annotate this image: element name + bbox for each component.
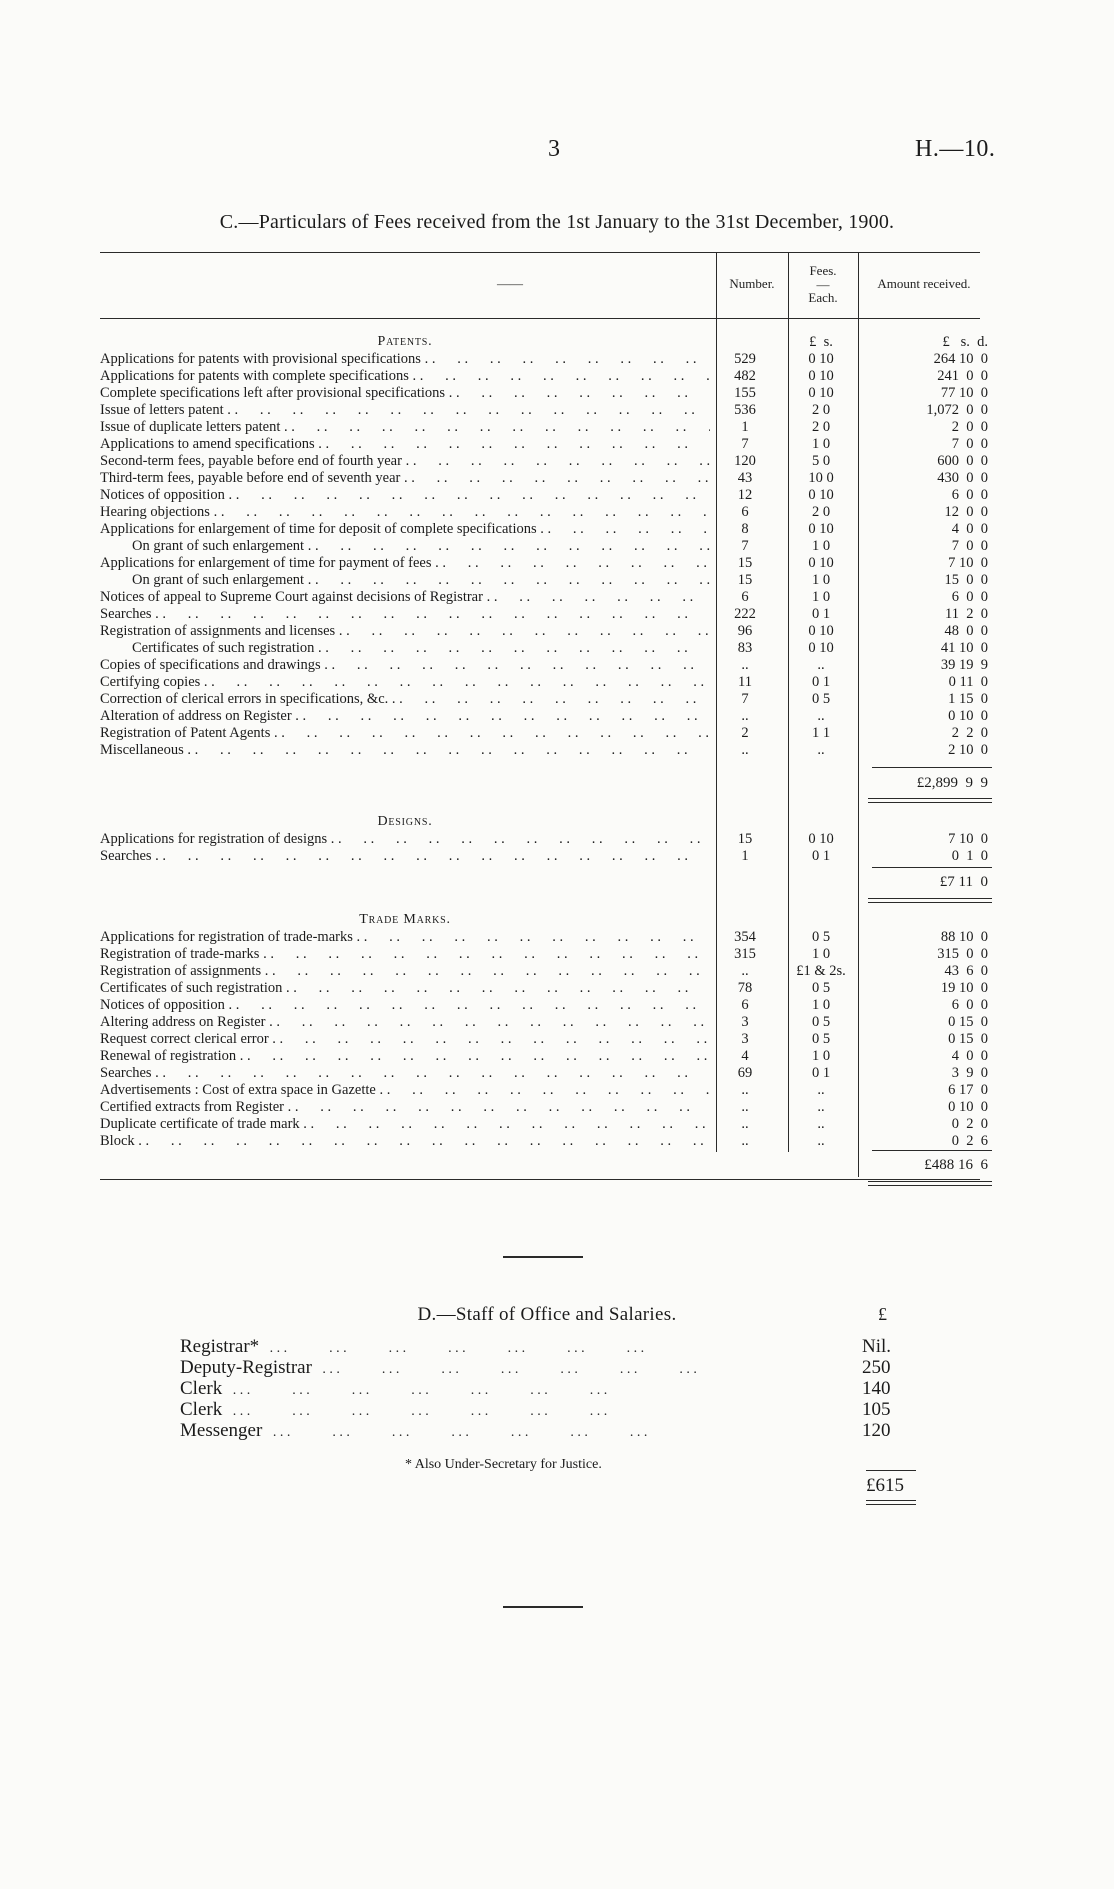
row-description: Certificates of such registration . . <box>100 980 710 997</box>
row-description: Correction of clerical errors in specifications, &c. . . <box>100 691 710 708</box>
row-description: Hearing objections . . <box>100 504 710 521</box>
patents-total-double-rule <box>868 798 992 803</box>
table-row <box>100 742 988 759</box>
column-header-each: Each. <box>808 290 838 305</box>
designs-total-double-rule <box>868 898 992 903</box>
page-number: 3 <box>548 136 560 162</box>
row-description: Notices of appeal to Supreme Court against decisions of Registrar . . <box>100 589 710 606</box>
patents-total: £2,899 9 9 <box>916 775 988 791</box>
staff-role: Deputy-Registrar . . . <box>180 1357 880 1380</box>
staff-salary: 105 <box>862 1399 922 1420</box>
row-number: 8 <box>741 521 749 537</box>
row-number: .. <box>741 708 749 724</box>
row-amount: 1,072 0 0 <box>926 402 988 418</box>
patents-sum-rule <box>872 767 992 768</box>
row-amount: 0 2 0 <box>951 1116 988 1132</box>
row-fee-each: 0 5 <box>811 691 831 707</box>
row-fee-each: .. <box>817 1099 825 1115</box>
staff-salary: 250 <box>862 1357 922 1378</box>
trade-marks-total: £488 16 6 <box>924 1157 988 1173</box>
row-fee-each: 0 10 <box>808 623 834 639</box>
table-row <box>100 691 988 708</box>
row-amount: 2 10 0 <box>948 742 988 758</box>
table-row <box>100 1133 988 1150</box>
row-description: Applications for registration of trade-marks . . <box>100 929 710 946</box>
row-number: 120 <box>734 453 756 469</box>
row-description: Notices of opposition . . <box>100 997 710 1014</box>
fee-units: £ s. <box>809 334 833 350</box>
row-fee-each: .. <box>817 1116 825 1132</box>
row-number: 78 <box>737 980 753 996</box>
table-row <box>100 980 988 997</box>
staff-row <box>180 1420 920 1441</box>
table-row <box>100 453 988 470</box>
row-number: 96 <box>737 623 753 639</box>
table-row <box>100 708 988 725</box>
row-fee-each: 0 10 <box>808 487 834 503</box>
row-amount: 39 19 9 <box>940 657 988 673</box>
row-number: .. <box>741 963 749 979</box>
table-row <box>100 368 988 385</box>
table-row <box>100 470 988 487</box>
staff-title-text: D.—Staff of Office and Salaries. <box>417 1304 677 1325</box>
row-description: Registration of Patent Agents . . <box>100 725 710 742</box>
staff-role: Messenger . . . <box>180 1420 880 1443</box>
table-row <box>100 589 988 606</box>
row-amount: 7 10 0 <box>948 831 988 847</box>
row-amount: 0 10 0 <box>948 1099 988 1115</box>
row-amount: 2 2 0 <box>951 725 988 741</box>
row-number: .. <box>741 1082 749 1098</box>
row-fee-each: 0 5 <box>811 1014 831 1030</box>
table-row <box>100 1031 988 1048</box>
row-fee-each: 1 0 <box>811 997 831 1013</box>
row-fee-each: .. <box>817 657 825 673</box>
row-fee-each: 1 0 <box>811 572 831 588</box>
row-fee-each: 0 1 <box>811 1065 831 1081</box>
staff-row <box>180 1336 920 1357</box>
row-number: 315 <box>734 946 756 962</box>
row-amount: 0 15 0 <box>948 1014 988 1030</box>
row-fee-each: 1 0 <box>811 589 831 605</box>
row-number: 7 <box>741 538 749 554</box>
row-number: 7 <box>741 436 749 452</box>
document-reference: H.—10. <box>915 136 996 162</box>
row-description: Applications for enlargement of time for payment of fees . . <box>100 555 710 572</box>
row-fee-each: 0 5 <box>811 929 831 945</box>
row-fee-each: 0 10 <box>808 640 834 656</box>
row-number: 7 <box>741 691 749 707</box>
row-description: On grant of such enlargement . . <box>132 538 710 555</box>
row-number: 536 <box>734 402 756 418</box>
row-number: .. <box>741 1099 749 1115</box>
staff-row <box>180 1357 920 1378</box>
table-row <box>100 1082 988 1099</box>
table-row <box>100 487 988 504</box>
row-fee-each: .. <box>817 1082 825 1098</box>
table-row <box>100 623 988 640</box>
table-row <box>100 1048 988 1065</box>
staff-title <box>0 1304 1114 1326</box>
table-row <box>100 831 988 848</box>
row-number: 15 <box>737 555 753 571</box>
table-bottom-rule <box>100 1179 980 1180</box>
row-description: Request correct clerical error . . <box>100 1031 710 1048</box>
table-row <box>100 929 988 946</box>
salary-unit: £ <box>878 1304 887 1324</box>
row-fee-each: .. <box>817 1133 825 1149</box>
row-fee-each: 0 10 <box>808 555 834 571</box>
staff-row <box>180 1378 920 1399</box>
row-description: Block . . <box>100 1133 710 1150</box>
row-description: Certified extracts from Register . . <box>100 1099 710 1116</box>
table-row <box>100 674 988 691</box>
row-amount: 48 0 0 <box>944 623 988 639</box>
section-heading-patents: Patents. <box>377 334 433 349</box>
table-row <box>100 606 988 623</box>
column-header-amount: Amount received. <box>877 276 971 291</box>
row-number: 43 <box>737 470 753 486</box>
table-row <box>100 436 988 453</box>
row-fee-each: 2 0 <box>811 402 831 418</box>
table-row <box>100 351 988 368</box>
staff-role: Clerk . . . <box>180 1399 880 1422</box>
row-description: Duplicate certificate of trade mark . . <box>100 1116 710 1133</box>
row-amount: 0 1 0 <box>951 848 988 864</box>
row-amount: 41 10 0 <box>940 640 988 656</box>
row-amount: 7 0 0 <box>951 538 988 554</box>
row-amount: 315 0 0 <box>937 946 988 962</box>
row-amount: 264 10 0 <box>933 351 988 367</box>
row-number: 2 <box>741 725 749 741</box>
row-description: Altering address on Register . . <box>100 1014 710 1031</box>
amount-units: £ s. d. <box>942 334 988 350</box>
column-header-fees-dash: — <box>816 277 830 292</box>
row-fee-each: 0 10 <box>808 521 834 537</box>
row-number: 4 <box>741 1048 749 1064</box>
designs-sum-rule <box>872 867 992 868</box>
row-fee-each: 10 0 <box>808 470 834 486</box>
row-fee-each: 0 5 <box>811 1031 831 1047</box>
row-number: .. <box>741 657 749 673</box>
row-amount: 7 0 0 <box>951 436 988 452</box>
row-fee-each: 2 0 <box>811 504 831 520</box>
staff-sum-rule <box>866 1470 916 1471</box>
trade-marks-total-double-rule <box>868 1181 992 1186</box>
row-description: Applications to amend specifications . . <box>100 436 710 453</box>
row-number: 354 <box>734 929 756 945</box>
staff-salary: 120 <box>862 1420 922 1441</box>
closing-separator <box>503 1606 583 1608</box>
table-row <box>100 848 988 865</box>
row-number: 6 <box>741 504 749 520</box>
row-fee-each: 1 0 <box>811 1048 831 1064</box>
table-top-rule <box>100 252 980 253</box>
row-fee-each: £1 & 2s. <box>796 963 846 979</box>
row-description: Searches . . <box>100 1065 710 1082</box>
row-number: 15 <box>737 831 753 847</box>
table-row <box>100 504 988 521</box>
row-description: Miscellaneous . . <box>100 742 710 759</box>
row-number: 6 <box>741 589 749 605</box>
row-amount: 12 0 0 <box>944 504 988 520</box>
table-header-rule <box>100 318 980 319</box>
row-description: Copies of specifications and drawings . . <box>100 657 710 674</box>
row-description: Complete specifications left after provisional specifications . . <box>100 385 710 402</box>
table-row <box>100 963 988 980</box>
table-row <box>100 1065 988 1082</box>
row-number: .. <box>741 742 749 758</box>
row-amount: 4 0 0 <box>951 1048 988 1064</box>
table-row <box>100 538 988 555</box>
row-description: Registration of assignments . . <box>100 963 710 980</box>
row-number: 15 <box>737 572 753 588</box>
row-description: Applications for patents with provisional specifications . . <box>100 351 710 368</box>
row-fee-each: 1 0 <box>811 538 831 554</box>
row-amount: 77 10 0 <box>940 385 988 401</box>
row-description: On grant of such enlargement . . <box>132 572 710 589</box>
table-row <box>100 572 988 589</box>
row-number: .. <box>741 1133 749 1149</box>
column-header-description: —— <box>497 276 523 291</box>
table-row <box>100 419 988 436</box>
row-fee-each: 0 10 <box>808 351 834 367</box>
row-amount: 430 0 0 <box>937 470 988 486</box>
row-number: 222 <box>734 606 756 622</box>
row-fee-each: 0 1 <box>811 606 831 622</box>
row-number: 3 <box>741 1031 749 1047</box>
section-heading-designs: Designs. <box>377 814 433 829</box>
table-row <box>100 385 988 402</box>
row-description: Advertisements : Cost of extra space in Gazette . . <box>100 1082 710 1099</box>
row-amount: 1 15 0 <box>948 691 988 707</box>
row-description: Certifying copies . . <box>100 674 710 691</box>
row-amount: 6 17 0 <box>948 1082 988 1098</box>
row-amount: 3 9 0 <box>951 1065 988 1081</box>
column-header-number: Number. <box>729 276 775 291</box>
row-fee-each: .. <box>817 708 825 724</box>
row-amount: 6 0 0 <box>951 997 988 1013</box>
row-amount: 15 0 0 <box>944 572 988 588</box>
row-number: 83 <box>737 640 753 656</box>
row-description: Applications for enlargement of time for deposit of complete specifications . . <box>100 521 710 538</box>
table-row <box>100 725 988 742</box>
staff-total: £615 <box>866 1475 904 1496</box>
row-number: 6 <box>741 997 749 1013</box>
staff-row <box>180 1399 920 1420</box>
row-description: Notices of opposition . . <box>100 487 710 504</box>
row-fee-each: 1 1 <box>811 725 831 741</box>
table-row <box>100 640 988 657</box>
row-description: Alteration of address on Register . . <box>100 708 710 725</box>
table-row <box>100 555 988 572</box>
section-heading-trade-marks: Trade Marks. <box>359 912 451 927</box>
staff-footnote: * Also Under-Secretary for Justice. <box>405 1457 602 1472</box>
row-fee-each: 1 0 <box>811 946 831 962</box>
row-fee-each: 2 0 <box>811 419 831 435</box>
table-row <box>100 1116 988 1133</box>
table-row <box>100 402 988 419</box>
table-row <box>100 521 988 538</box>
row-amount: 7 10 0 <box>948 555 988 571</box>
staff-total-double-rule <box>866 1500 916 1505</box>
row-fee-each: 5 0 <box>811 453 831 469</box>
row-number: 3 <box>741 1014 749 1030</box>
row-fee-each: 0 10 <box>808 368 834 384</box>
row-amount: 0 15 0 <box>948 1031 988 1047</box>
row-description: Searches . . <box>100 848 710 865</box>
table-row <box>100 1014 988 1031</box>
row-description: Searches . . <box>100 606 710 623</box>
row-amount: 241 0 0 <box>937 368 988 384</box>
row-description: Applications for patents with complete specifications . . <box>100 368 710 385</box>
row-number: 529 <box>734 351 756 367</box>
row-amount: 19 10 0 <box>940 980 988 996</box>
row-fee-each: 1 0 <box>811 436 831 452</box>
row-description: Issue of letters patent . . <box>100 402 710 419</box>
trade-marks-sum-rule <box>872 1150 992 1151</box>
row-amount: 0 10 0 <box>948 708 988 724</box>
row-number: 1 <box>741 419 749 435</box>
row-amount: 0 2 6 <box>951 1133 988 1149</box>
staff-salary: Nil. <box>862 1336 922 1357</box>
row-amount: 6 0 0 <box>951 589 988 605</box>
row-number: 482 <box>734 368 756 384</box>
row-fee-each: 0 1 <box>811 674 831 690</box>
column-header-fees: Fees. <box>809 263 837 278</box>
section-separator <box>503 1256 583 1258</box>
staff-role: Registrar* . . . <box>180 1336 880 1359</box>
row-fee-each: 0 5 <box>811 980 831 996</box>
row-description: Registration of trade-marks . . <box>100 946 710 963</box>
designs-total: £7 11 0 <box>939 874 988 890</box>
row-description: Issue of duplicate letters patent . . <box>100 419 710 436</box>
row-amount: 600 0 0 <box>937 453 988 469</box>
row-number: .. <box>741 1116 749 1132</box>
table-row <box>100 657 988 674</box>
row-fee-each: .. <box>817 742 825 758</box>
table-row <box>100 997 988 1014</box>
table-row <box>100 1099 988 1116</box>
row-fee-each: 0 10 <box>808 831 834 847</box>
row-amount: 0 11 0 <box>948 674 988 690</box>
row-amount: 4 0 0 <box>951 521 988 537</box>
row-number: 11 <box>738 674 752 690</box>
row-number: 69 <box>737 1065 753 1081</box>
row-description: Renewal of registration . . <box>100 1048 710 1065</box>
staff-salary: 140 <box>862 1378 922 1399</box>
row-amount: 2 0 0 <box>951 419 988 435</box>
row-description: Second-term fees, payable before end of fourth year . . <box>100 453 710 470</box>
row-description: Registration of assignments and licenses . . <box>100 623 710 640</box>
row-description: Third-term fees, payable before end of seventh year . . <box>100 470 710 487</box>
row-description: Certificates of such registration . . <box>132 640 710 657</box>
row-amount: 6 0 0 <box>951 487 988 503</box>
table-row <box>100 946 988 963</box>
fees-title: C.—Particulars of Fees received from the 1st January to the 31st December, 1900. <box>219 211 895 233</box>
row-number: 1 <box>741 848 749 864</box>
row-number: 155 <box>734 385 756 401</box>
staff-role: Clerk . . . <box>180 1378 880 1401</box>
row-number: 12 <box>737 487 753 503</box>
row-description: Applications for registration of designs . . <box>100 831 710 848</box>
row-fee-each: 0 10 <box>808 385 834 401</box>
row-amount: 11 2 0 <box>945 606 988 622</box>
row-amount: 43 6 0 <box>944 963 988 979</box>
row-amount: 88 10 0 <box>940 929 988 945</box>
row-fee-each: 0 1 <box>811 848 831 864</box>
